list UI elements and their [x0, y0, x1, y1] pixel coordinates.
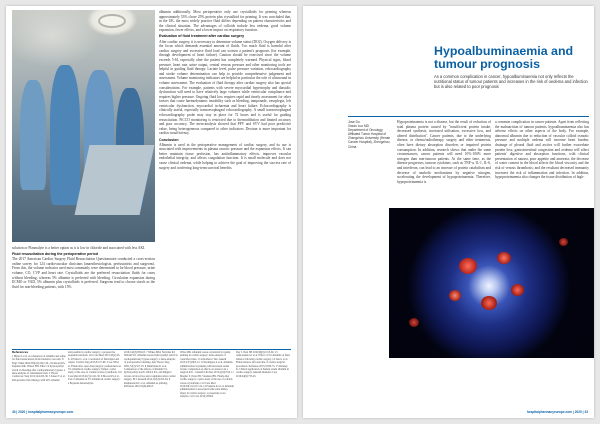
references-column — [12, 351, 66, 407]
references-column — [68, 351, 122, 407]
author-text: Jose Du Xiaolu Luo MD Department of Oncology, Affiliated Tumor Hospital of Zhengzhou University (Henan Cancer Hospital), Zhengzhou, China — [348, 120, 391, 149]
paragraph: After cardiac surgery, it is necessary to determine volume status (DO2). Oxygen delivery is the focus which demands essential amount of fluids. Too much fluid is harmful after cardiac surgery and excessive fluid load can worsen a patient's prognosis (for example, through development of heart failure). Caution should be exercised since the volume exceeds 5-6L especially after the patient has completely warmed. Physical signs, blood pressure, heart rate, urine output, central venous pressure and other monitoring tools are helpful in guiding fluid therapy. Lactate level, pulse pressure variation, echocardiography and stroke volume determination can help to provide comprehensive judgement and assessment. Volume monitoring indicators are helpful in particular the role of ultrasound in volume assessment. The evaluation of fluid therapy after cardiac surgery also has special considerations. For example, patients with severe myocardial hypertrophy and diastolic dysfunction will need to have relatively large volumes while ventricular compliance and requires higher pressure. Ongoing fluid loss requires rapid and timely assessment for other factors that cause haemodynamic instability such as bleeding, tamponade, vasoplegia, left ventricular dysfunction, myocardial ischaemia and heart failure. Echocardiography is clinically useful, especially transoesophageal echocardiography. A small transoesophageal echocardiography probe may stay in place for 72 hours and is useful for guiding resuscitation. PiCCO monitoring is restricted due to thermodilution and limited accuracy and poor accuracy. The meta-analysis showed that PPV and SVV had poor predictive value, being heterogeneous compared to other indicators. Dextran is more important for cardiac insufficiency. — [159, 39, 291, 136]
divider — [12, 349, 291, 350]
section-heading: Conclusion — [159, 137, 179, 142]
references-column — [236, 351, 290, 407]
paragraph: The 2017 American Cardiac Surgery Fluid Resuscitation Questionnaire conducted a cross-section online survey for 124 cardiovascular clinicians (anaesthesiologists, perfusionists and surgeons). From this, the volume indicator used most commonly were determined to be blood pressure, urine volume, CO, CVP and heart rate. Crystalloids are the preferred resuscitation fluids for cases without bleeding, whereas 5% albumin is preferred with bleeding. Circulation expansion during ECMO or VAD, 5% albumin plus crystalloids is preferred. Surgeons tend to choose starch as the fluid for non-bleeding patients, with 15% — [12, 257, 155, 289]
references-block — [12, 351, 291, 407]
paragraph: Albumin is used in the perioperative management of cardiac surgery, and its use is associated with improvements in plasma oncotic pressure and the expansion effects. It can better maintain tissue perfusion, has antiinflammatory effects, improves vascular endothelial integrity, and affects coagulation function. It is small molecule and does not cause clinical oedema, while helping to achieve the goal of improving the success rate of surgery and conferring long-term survival benefits. — [159, 142, 291, 170]
right-page — [303, 6, 594, 418]
author-info — [348, 120, 394, 149]
reference-text: 2016;142(3):856-63. 7 Wilkes MM, Navickis RJ, Sibbald WJ. Albumin versus hydroxyethyl starch in cardiopulmonary bypass surgery: a meta-analysis of postoperative bleeding. Ann Thorac Surg 2001;72(2):527-33. 8 Skhirtladze K et al. Comparison of the effects of albumin 5%, hydroxyethyl starch 130/0.4 6%, and Ringer's lactate on blood loss and coagulation after cardiac surgery. Br J Anaesth 2014;112(2):255-64. 9 Rasmussen KC et al. Albumin as priming. Perfusion 2016;31(6):490-8. — [124, 351, 178, 389]
cancer-cell-illustration — [389, 208, 594, 358]
red-cell — [459, 258, 477, 274]
red-cell — [409, 318, 419, 327]
references-column — [180, 351, 234, 407]
operating-room-photo — [12, 10, 155, 242]
page-folio: 40 | 2020 | hospitalpharmacyeurope.com — [12, 410, 74, 414]
left-page — [6, 6, 297, 418]
reference-text: and pessible in cardiac surgery: a prospective sequential analysis. Crit Care Med 2015;43(1):23-8. 4 Ertmer C et al. Correlation of fluid input and output. Cardiac Surg 2015;8:157-66. 5 Lee SH et al. Fluids after open chest surgery: perfusionists on 5% albumin in cardiac surgery: Tampa: a pilot study of the case of volume versus crystalloids. Crit Care Med 2013;41(5):1121-30. 6 Moore KS et al. Use of albumin on 5% albumin in cardiac surgery: a Bayesian metaanalysis — [68, 351, 122, 385]
paragraph: solution or Plasmalyte is a better option as it is low in chloride and associated with less AKI. — [12, 246, 146, 250]
paragraph: albumin additionally. Most perioperative only use crystalloids for priming whereas approximately 53% chose 25% protein plus crystalloid for priming. It was concluded that, in the UK, the most widely practice fluid differs depending on patient characteristics and the clinical situation. The advantages of colloids include less oedema, good volume expansion, fewer effects, and a lower impact on respiratory function. — [159, 10, 291, 33]
references-column — [124, 351, 178, 407]
red-cell — [449, 290, 461, 301]
red-cell — [481, 296, 497, 310]
reference-text: Wiles MD. Albumin versus crystalloid for pump priming in cardiac surgery: meta-analysis of controlled trials. J Cardiothorac Vasc Anesth 2013;27(5):905-12. 10 Rodriguez A et al. Albumin administration in patients with increased serum lactate: comparison of effects on anasarca in a surgical ICU. J Anesth Clin Res 2013;4(10):334. 11 Magder S, Potter BJ, Varennes BD. Fluids after cardiac surgery: a pilot study of the use of colloids versus crystalloids. Crit Care Med 2010;38(11):2117-24. 12 Frenette AJ et al. Albumin administration is associated with acute kidney injury in cardiac surgery: a propensity score analysis. Crit Care 2014;18:602. — [180, 351, 234, 399]
paragraph: a common complication in cancer patients. Apart from reflecting the malnutrition of tumour patients, hypoalbuminaemia also has adverse effects on other aspects of the body. For example, abnormal albumin due to reduction of vascular colloid osmotic pressure and multiple oedema will increase heart burden; drainage of pleural fluid and ascites will further exacerbate protein loss; gastrointestinal congestion and oedema will affect patients' digestive and absorption functions, with clinical presentation of nausea, poor appetite and anorexia; the decrease of water content in the blood affects the blood viscosity and the risk of venous thrombosis; and the resultant decreased immunity increases the risk of inflammation and infection. In addition, hypoproteinaemia also changes the tissue distribution of high- — [495, 120, 589, 180]
red-cell — [559, 238, 568, 246]
paragraph: Hypoproteinaemia is not a disease, but the result of reduction of total plasma protein caused by "insufficient protein intake, decreased synthesis, increased utilisation, excessive loss, and altered distribution". Cancer patients, due to the underlying disease, or chemo/radiotherapy, surgery and other treatments, often have dietary absorption disorders or impaired protein consumption. In addition, research shows that under the same circumstances, cancer patients will need 10%-100% more nitrogen than non-tumour patients. At the same time, as the disease progresses, tumour cytokines, such as TNF-a, IL-1, IL-6, and interferon, can lead to an increase of protein catabolism and decrease of anabolic mechanisms by negative nitrogen, accelerating the development of hypoproteinaemia. Therefore, hypoproteinaemia is — [397, 120, 491, 184]
section-heading: Fluid resuscitation during the perioperative period — [12, 252, 99, 257]
surgical-lamp — [98, 14, 126, 28]
right-page-column-1 — [397, 120, 491, 206]
divider — [348, 116, 589, 117]
article-title: Hypoalbuminaemia and tumour prognosis — [434, 44, 574, 71]
article-standfirst: As a common complication in cancer, hypoalbuminaemia not only reflects the nutritional status of tumour patients and increases in the risk of oedema and infection but is also related to poor prognosis — [434, 74, 588, 90]
red-cell — [497, 252, 511, 264]
surgeon-figure — [50, 65, 80, 205]
red-cell — [511, 284, 524, 296]
reference-text: 1 Bitter S et al. A comparison of albumin and saline for fluid resuscitation in the intensive care unit. N Engl J Med 2004;350(22):2247-56. 2 Karkouti KS, Rajendra RR, Wilson HW. Effect of hydroxyethyl starch on bleeding after cardiopulmonary bypass: a meta-analysis of randomized trials. J Thorac Cardiovasc Surg 2012;144:223-30. 3 Sasser T et al. Perioperative fluid therapy with 20% albumin — [12, 354, 66, 382]
surgeon-figure — [20, 80, 46, 190]
references-heading: References — [12, 351, 29, 354]
left-page-column-left — [12, 246, 155, 350]
section-heading: Evaluation of fluid treatment after cardiac surgery — [159, 34, 245, 39]
page-folio: hospitalpharmacyeurope.com | 2020 | 33 — [526, 410, 588, 414]
left-page-column-right — [159, 10, 291, 350]
right-page-column-2 — [495, 120, 589, 206]
reference-text: Dey J. Neal SH 2016;69(9):1153-60. 13 Arnaoutakis GJ et al. Effect of 5% albumin on fluid balance following cardiac surgery. 14 Tsai G et al. Fluids balance and outcome of cardiac surgical procedures. Perfusion 2015;33:68-75. 15 Delaney K. Clinical application of human serum albumin in cardiac surgery. Anaesth Intensive Care 2016;44(6):735-45. — [236, 351, 290, 378]
